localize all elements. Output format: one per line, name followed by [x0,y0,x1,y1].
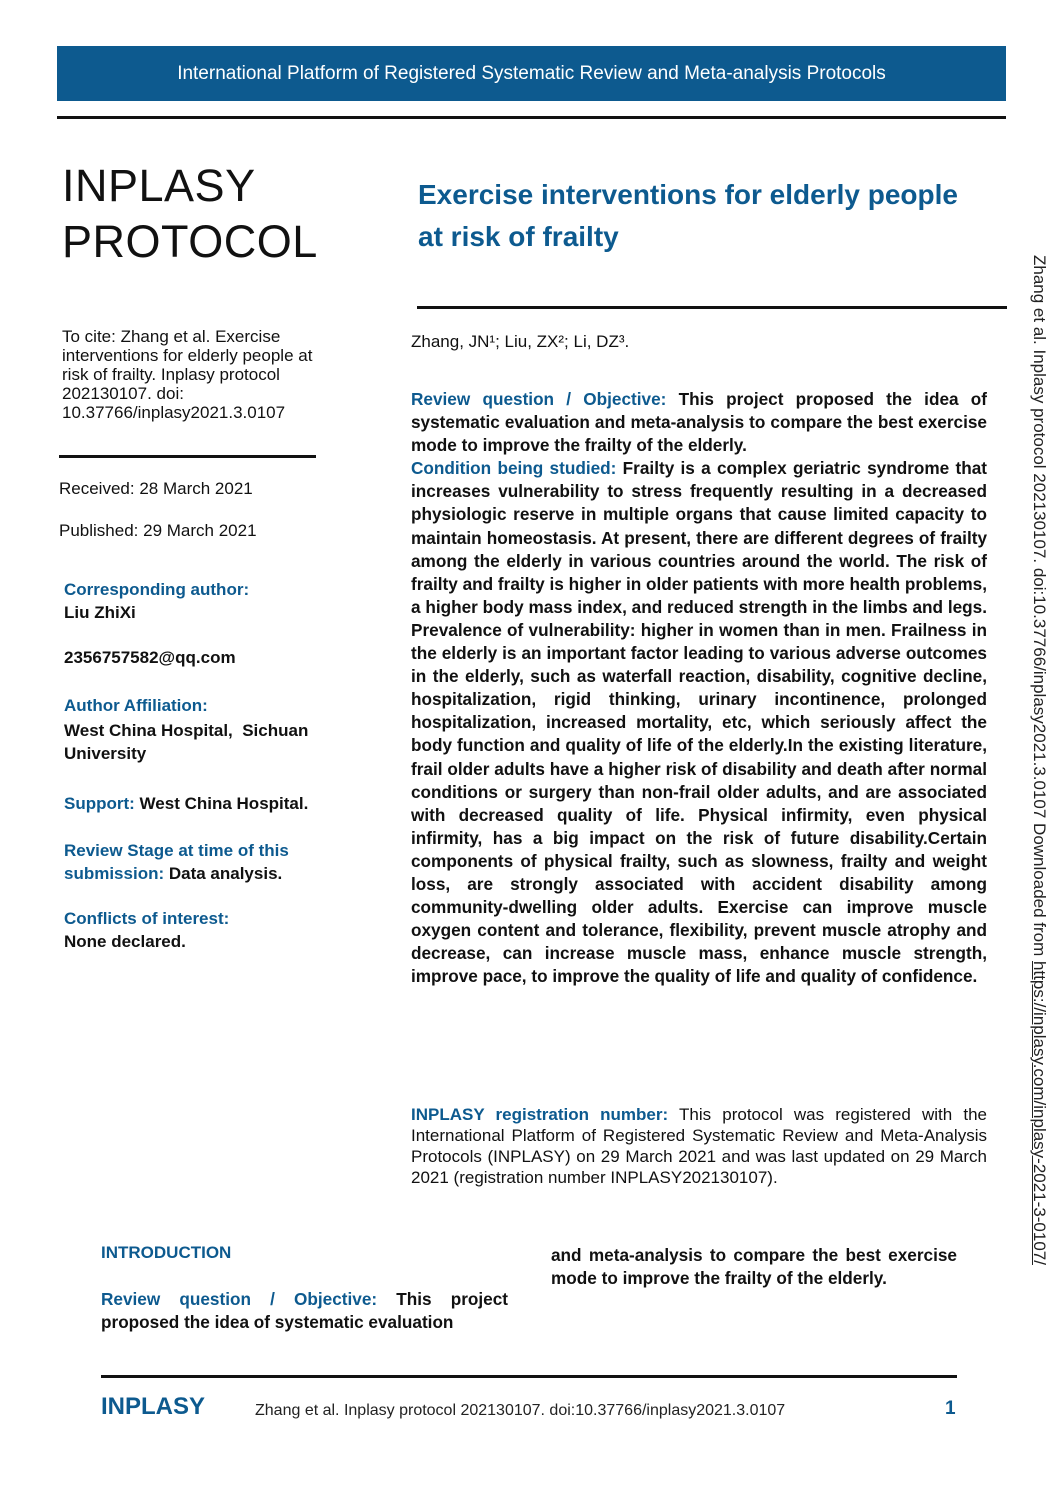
header-rule [57,116,1006,119]
condition-text: Frailty is a complex geriatric syndrome that increases vulnerability to stress frequently resulting in a decreased physiologic reserve in multiple organs that cause limited capacity to maintain homeostasis. At present, there are different degrees of frailty among the elderly in various countries around the world. The risk of frailty and frailty is higher in older patients with more health problems, a higher body mass index, and reduced strength in the limbs and legs. Prevalence of vulnerability: higher in women than in men. Frailness in the elderly is an important factor leading to various adverse outcomes in the elderly, such as waterfall reaction, disability, cognitive decline, hospitalization, rigid thinking, urinary incontinence, prolonged hospitalization, increased mortality, etc, which seriously affect the body function and quality of life of the elderly.In the existing literature, frail older adults have a higher risk of disability and death after normal conditions or surgery than non-frail older adults, and are associated with decreased quality of life. Physical infirmity, even physical infirmity, has a big impact on the risk of future disability.Certain components of physical frailty, such as slowness, frailty and weight loss, are strongly associated with accident disability among community-dwelling older adults. Exercise can improve muscle oxygen content and tolerance, flexibility, prevent muscle atrophy and decrease, can increase muscle mass, enhance muscle strength, improve pace, to improve the quality of life and quality of confidence. [411,458,988,987]
support [64,792,364,815]
conflicts-of-interest [64,907,364,953]
corresponding-name: Liu ZhiXi [64,603,136,622]
support-label: Support: [64,794,135,813]
introduction-right-column: and meta-analysis to compare the best exercise mode to improve the frailty of the elderly. [551,1245,957,1288]
introduction-left-column [101,1288,508,1334]
affiliation-label: Author Affiliation: [64,696,208,715]
objective-text: This project proposed the idea of systematic evaluation and meta-analysis to compare the best exercise mode to improve the frailty of the elderly. [411,389,988,456]
review-stage-label: Review Stage at time of this submission: [64,841,289,883]
citation: To cite: Zhang et al. Exercise interventions for elderly people at risk of frailty. Inplasy protocol 202130107. doi: 10.37766/inplasy2021.3.0107 [62,327,313,422]
abstract-condition [411,457,987,988]
conflicts-label: Conflicts of interest: [64,909,230,928]
side-note-text: Zhang et al. Inplasy protocol 202130107. doi:10.37766/inplasy2021.3.0107 Downloaded from [1030,255,1049,962]
received-date: Received: 28 March 2021 [59,479,253,498]
side-download-note [1029,255,1049,1265]
intro-left-text: This project proposed the idea of systematic evaluation [101,1289,509,1332]
footer-citation: Zhang et al. Inplasy protocol 202130107. doi:10.37766/inplasy2021.3.0107 [255,1402,786,1419]
support-value: West China Hospital. [134,794,309,813]
author-affiliation [64,694,364,765]
registration-label: INPLASY registration number: [411,1105,669,1124]
condition-label: Condition being studied: [411,458,617,479]
intro-objective-label: Review question / Objective: [101,1289,378,1309]
banner-text: International Platform of Registered Systematic Review and Meta-analysis Protocols [177,62,886,84]
affiliation-value: West China Hospital, Sichuan University [64,721,314,763]
title-rule [417,306,1007,309]
brand-title-line2: PROTOCOL [62,216,318,267]
side-note-link[interactable]: https://inplasy.com/inplasy-2021-3-0107/ [1030,961,1049,1265]
review-stage [64,839,344,885]
footer-rule [101,1375,957,1378]
page-number: 1 [945,1398,956,1419]
paper-title: Exercise interventions for elderly people at risk of frailty [418,179,958,252]
corresponding-author [64,578,364,669]
objective-label: Review question / Objective: [411,389,667,409]
published-date: Published: 29 March 2021 [59,521,257,540]
review-stage-value: Data analysis. [164,864,283,883]
registration-paragraph [411,1104,987,1188]
corresponding-email[interactable]: 2356757582@qq.com [64,648,236,667]
header-banner [57,46,1006,101]
abstract-objective [411,388,987,457]
introduction-heading: INTRODUCTION [101,1243,232,1262]
authors-line: Zhang, JN¹; Liu, ZX²; Li, DZ³. [411,332,630,351]
conflicts-value: None declared. [64,932,186,951]
corresponding-label: Corresponding author: [64,580,250,599]
brand-title [62,158,318,270]
brand-title-line1: INPLASY [62,160,256,211]
abstract [411,388,987,988]
registration-text: This protocol was registered with the International Platform of Registered Systematic Review and Meta-Analysis Protocols (INPLASY) on 29 March 2021 and was last updated on 29 March 2021 (registration number INPLASY202130107). [411,1105,987,1187]
citation-rule [59,455,316,458]
footer-brand: INPLASY [101,1393,206,1420]
